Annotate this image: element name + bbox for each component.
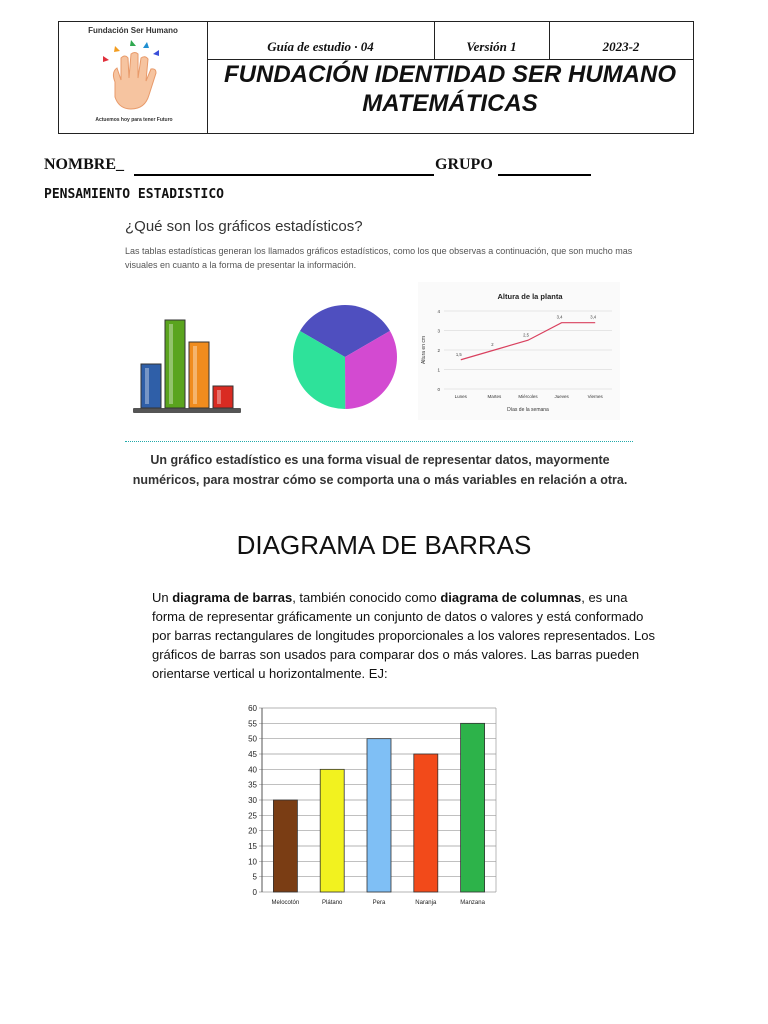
divider — [125, 441, 633, 442]
chart-background — [418, 282, 620, 420]
document-title — [207, 60, 693, 118]
bar-highlight — [193, 346, 197, 404]
y-tick-label: 20 — [248, 826, 257, 836]
para-text-3: , es una forma de representar gráficamente un conjunto de datos o valores y está conformado por barras rectangulares de longitudes proporcionales a los valores representados. Los gráficos de barras son usados para comparar dos o más valores. Las barras pueden orientarse vertical u horizontalmente. EJ: — [152, 590, 655, 681]
header-row — [207, 22, 693, 60]
title-line-2: MATEMÁTICAS — [362, 90, 538, 117]
para-bold-1: diagrama de barras — [172, 590, 293, 605]
bar-highlight — [145, 368, 149, 404]
y-tick-label: 5 — [252, 872, 257, 882]
bar-highlight — [169, 324, 173, 404]
y-tick-label: 50 — [248, 734, 257, 744]
y-tick-label: 4 — [437, 309, 440, 314]
chart-base — [133, 408, 241, 413]
data-label: 1,5 — [455, 351, 462, 357]
bar-diagram-title: DIAGRAMA DE BARRAS — [236, 530, 532, 560]
y-tick-label: 1 — [437, 367, 440, 373]
x-tick-label: Pera — [372, 900, 386, 906]
x-tick-label: Plátano — [322, 900, 343, 906]
y-tick-label: 3 — [437, 328, 440, 334]
x-axis-label: Días de la semana — [507, 407, 549, 413]
y-tick-label: 10 — [248, 857, 257, 867]
y-axis-label: Altura en cm — [421, 335, 427, 365]
bar — [165, 320, 185, 408]
bar — [414, 754, 438, 892]
bar-diagram-paragraph — [152, 588, 662, 683]
para-text-1: Un — [152, 590, 173, 605]
x-tick-label: Viernes — [587, 394, 603, 399]
bar — [141, 364, 161, 408]
x-tick-label: Naranja — [415, 900, 437, 906]
y-tick-label: 40 — [248, 765, 257, 775]
chart-title: Altura de la planta — [497, 292, 563, 301]
y-tick-label: 30 — [248, 796, 257, 805]
x-tick-label: Manzana — [460, 900, 485, 906]
question-heading: ¿Qué son los gráficos estadísticos? — [125, 218, 363, 235]
name-group-line — [44, 156, 604, 180]
logo — [59, 22, 208, 133]
group-field[interactable] — [498, 174, 591, 176]
bar — [461, 723, 485, 892]
data-label: 2,5 — [523, 332, 529, 338]
y-tick-label: 2 — [437, 348, 440, 353]
bar — [320, 769, 344, 892]
hand-logo-icon — [93, 36, 173, 116]
bar — [273, 800, 297, 892]
period: 2023-2 — [602, 39, 640, 54]
name-field[interactable] — [134, 174, 434, 176]
mini-bar-chart — [125, 300, 255, 420]
title-line-1: FUNDACIÓN IDENTIDAD SER HUMANO — [224, 61, 676, 88]
line-chart — [418, 282, 620, 420]
x-tick-label: Miércoles — [518, 394, 538, 399]
data-label: 2 — [491, 342, 494, 347]
y-tick-label: 35 — [248, 780, 257, 790]
x-tick-label: Melocotón — [271, 900, 300, 906]
group-label: GRUPO — [435, 156, 493, 173]
guide-number: Guía de estudio · 04 — [207, 22, 435, 59]
y-tick-label: 45 — [248, 750, 257, 759]
y-tick-label: 0 — [437, 387, 440, 392]
logo-name: Fundación Ser Humano — [88, 26, 178, 35]
y-tick-label: 15 — [248, 842, 257, 851]
bar — [213, 386, 233, 408]
y-tick-label: 60 — [248, 704, 257, 713]
header-table — [58, 21, 694, 134]
logo-tagline: Actuemos hoy para tener Futuro — [95, 117, 173, 123]
bar — [367, 739, 391, 892]
y-tick-label: 25 — [248, 811, 257, 821]
bar-highlight — [217, 390, 221, 404]
x-tick-label: Jueves — [554, 394, 569, 399]
pie-chart — [280, 300, 410, 420]
data-label: 3,4 — [590, 314, 597, 320]
x-tick-label: Lunes — [454, 394, 467, 399]
x-tick-label: Martes — [487, 394, 502, 399]
data-label: 3,4 — [556, 314, 563, 320]
para-text-2: , también conocido como — [292, 590, 441, 605]
section-title: PENSAMIENTO ESTADISTICO — [44, 187, 225, 202]
fruit-bar-chart — [238, 698, 500, 910]
intro-text: Las tablas estadísticas generan los llamados gráficos estadísticos, como los que observas a continuación, que son mucho mas visuales en cuanto a la forma de presentar la información. — [125, 246, 633, 270]
version: Versión 1 — [434, 22, 550, 59]
y-tick-label: 55 — [248, 719, 257, 729]
bar — [189, 342, 209, 408]
y-tick-label: 0 — [252, 888, 257, 897]
para-bold-2: diagrama de columnas — [440, 590, 582, 605]
name-label: NOMBRE_ — [44, 156, 124, 173]
definition-text: Un gráfico estadístico es una forma visual de representar datos, mayormente numéricos, para mostrar cómo se comporta una o más variables en relación a otra. — [132, 453, 628, 487]
